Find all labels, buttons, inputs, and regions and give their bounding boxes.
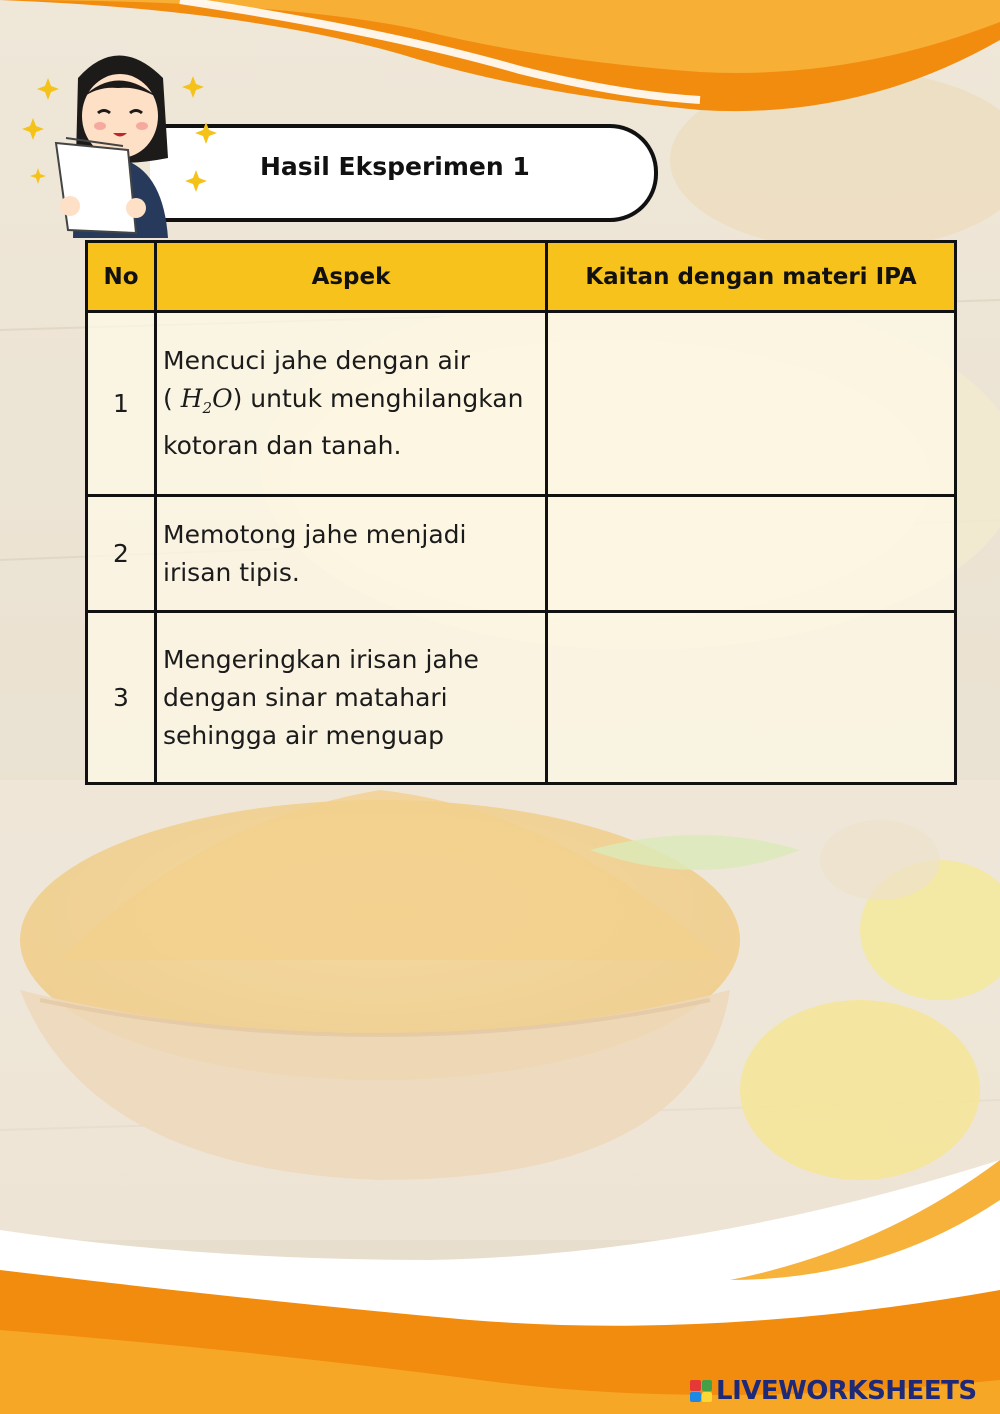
page-title: Hasil Eksperimen 1	[260, 152, 530, 181]
aspek-cell	[156, 496, 547, 612]
kaitan-answer-cell[interactable]	[547, 612, 956, 784]
column-header-no: No	[87, 242, 156, 312]
table-row	[87, 496, 956, 612]
liveworksheets-icon	[690, 1380, 712, 1402]
water-formula: $H_2O$	[180, 384, 233, 417]
table-header-row	[87, 242, 956, 312]
aspek-text: sehingga air menguap	[163, 720, 445, 750]
aspek-text: Mencuci jahe dengan air	[163, 346, 471, 375]
star-icon	[195, 122, 217, 144]
aspek-text: kotoran dan tanah.	[163, 431, 402, 460]
star-icon	[37, 78, 59, 100]
aspek-text: Mengeringkan irisan jahe	[163, 644, 479, 674]
aspek-text: dengan sinar matahari	[163, 682, 448, 712]
aspek-cell	[156, 312, 547, 496]
column-header-aspek: Aspek	[156, 242, 547, 312]
brand-name: LIVEWORKSHEETS	[716, 1376, 977, 1406]
row-number: 3	[87, 612, 156, 784]
star-icon	[185, 170, 207, 192]
row-number: 1	[87, 312, 156, 496]
column-header-kaitan: Kaitan dengan materi IPA	[547, 242, 956, 312]
aspek-cell	[156, 612, 547, 784]
kaitan-answer-cell[interactable]	[547, 496, 956, 612]
star-icon	[182, 76, 204, 98]
aspek-text: irisan tipis.	[163, 557, 300, 587]
star-icon	[22, 118, 44, 140]
table-row	[87, 312, 956, 496]
results-table	[85, 240, 957, 785]
liveworksheets-logo[interactable]	[690, 1374, 977, 1408]
star-icon	[30, 168, 46, 184]
table-row	[87, 612, 956, 784]
aspek-text: ( $H_2O$) untuk menghilangkan	[163, 384, 524, 417]
row-number: 2	[87, 496, 156, 612]
teacher-illustration	[18, 38, 228, 243]
kaitan-answer-cell[interactable]	[547, 312, 956, 496]
aspek-text: Memotong jahe menjadi	[163, 519, 467, 549]
